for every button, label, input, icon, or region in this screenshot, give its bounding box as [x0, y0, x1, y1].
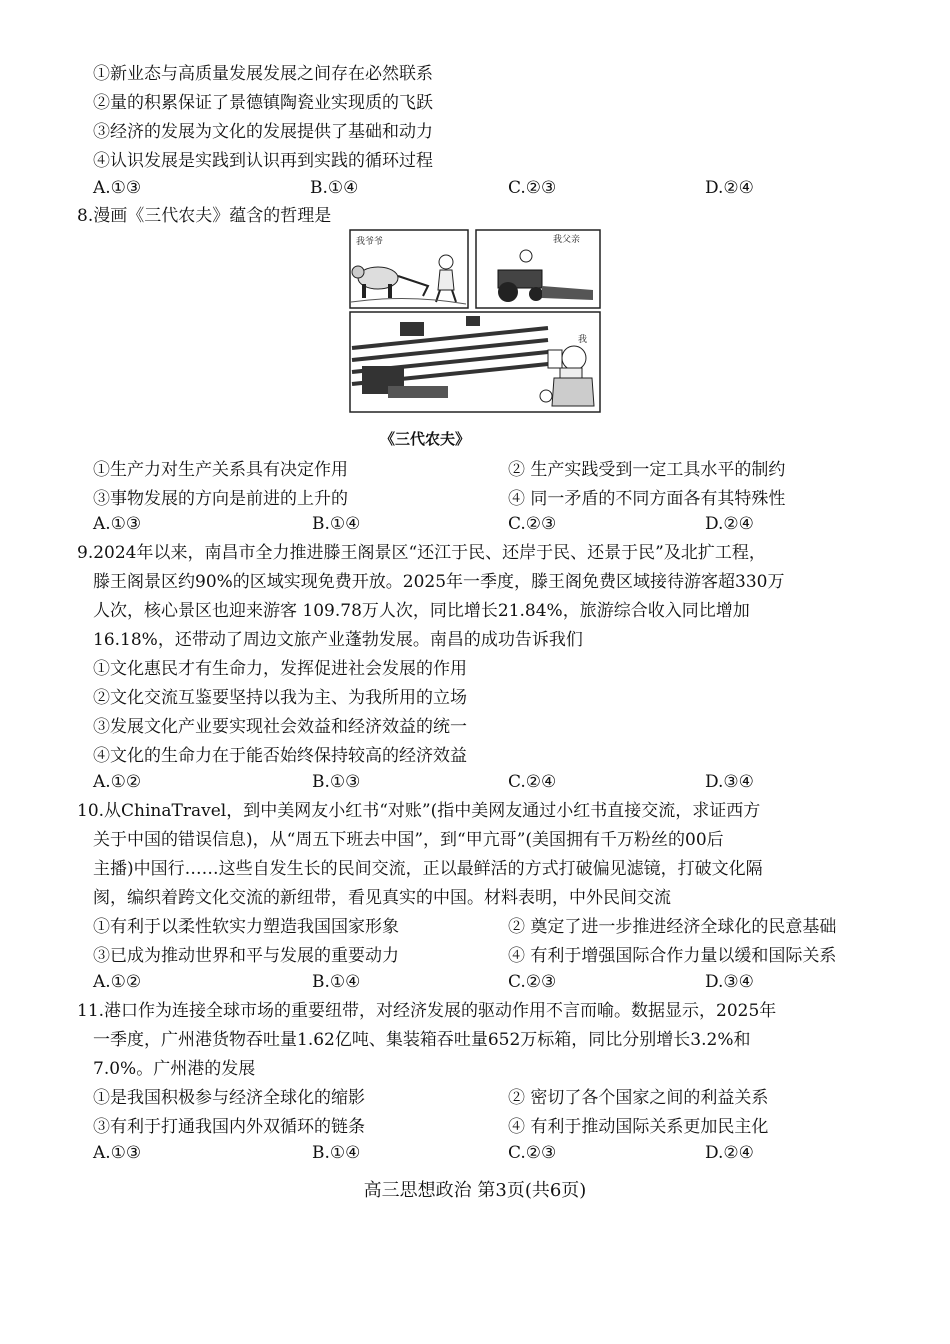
q9-statement-2: ②文化交流互鉴要坚持以我为主、为我所用的立场 — [93, 688, 467, 708]
q7-option-c: C.②③ — [508, 178, 557, 198]
q8-stem: 8.漫画《三代农夫》蕴含的哲理是 — [77, 206, 332, 226]
q11-line-3: 7.0%。广州港的发展 — [93, 1059, 256, 1079]
q10-statement-2: ② 奠定了进一步推进经济全球化的民意基础 — [508, 917, 837, 937]
q11-option-c: C.②③ — [508, 1143, 557, 1163]
q10-option-c: C.②③ — [508, 972, 557, 992]
three-generations-farmer-cartoon — [348, 228, 602, 414]
q8-statement-1: ①生产力对生产关系具有决定作用 — [93, 460, 348, 480]
q7-statement-1: ①新业态与高质量发展发展之间存在必然联系 — [93, 64, 433, 84]
q10-statement-1: ①有利于以柔性软实力塑造我国国家形象 — [93, 917, 399, 937]
q7-statement-2: ②量的积累保证了景德镇陶瓷业实现质的飞跃 — [93, 93, 433, 113]
q8-statement-3: ③事物发展的方向是前进的上升的 — [93, 489, 348, 509]
q9-line-3: 人次，核心景区也迎来游客 109.78万人次，同比增长21.84%，旅游综合收入同比增加 — [93, 601, 750, 621]
q7-statement-4: ④认识发展是实践到认识再到实践的循环过程 — [93, 151, 433, 171]
q7-option-b: B.①④ — [310, 178, 359, 198]
q11-statement-1: ①是我国积极参与经济全球化的缩影 — [93, 1088, 365, 1108]
q11-line-2: 一季度，广州港货物吞吐量1.62亿吨、集装箱吞吐量652万标箱，同比分别增长3.2%和 — [93, 1030, 751, 1050]
q9-statement-3: ③发展文化产业要实现社会效益和经济效益的统一 — [93, 717, 467, 737]
q11-statement-4: ④ 有利于推动国际关系更加民主化 — [508, 1117, 769, 1137]
q9-line-4: 16.18%，还带动了周边文旅产业蓬勃发展。南昌的成功告诉我们 — [93, 630, 583, 650]
q10-line-2: 关于中国的错误信息)，从“周五下班去中国”，到“甲亢哥”(美国拥有千万粉丝的00后 — [93, 830, 724, 850]
q9-line-1: 9.2024年以来，南昌市全力推进滕王阁景区“还江于民、还岸于民、还景于民”及北扩工程， — [77, 543, 766, 563]
q8-option-c: C.②③ — [508, 514, 557, 534]
q8-option-a: A.①③ — [93, 514, 142, 534]
q9-line-2: 滕王阁景区约90%的区域实现免费开放。2025年一季度，滕王阁免费区域接待游客超330万 — [93, 572, 785, 592]
q8-statement-4: ④ 同一矛盾的不同方面各有其特殊性 — [508, 489, 786, 509]
q9-option-d: D.③④ — [705, 772, 754, 792]
q11-option-b: B.①④ — [312, 1143, 361, 1163]
q10-line-4: 阂，编织着跨文化交流的新纽带，看见真实的中国。材料表明，中外民间交流 — [93, 888, 671, 908]
q10-option-b: B.①④ — [312, 972, 361, 992]
q11-statement-3: ③有利于打通我国内外双循环的链条 — [93, 1117, 365, 1137]
label-grandpa: 我爷爷 — [356, 237, 384, 247]
q8-option-b: B.①④ — [312, 514, 361, 534]
q10-statement-3: ③已成为推动世界和平与发展的重要动力 — [93, 946, 399, 966]
q9-option-c: C.②④ — [508, 772, 557, 792]
q7-option-d: D.②④ — [705, 178, 754, 198]
q11-option-d: D.②④ — [705, 1143, 754, 1163]
page-footer: 高三思想政治 第3页(共6页) — [363, 1180, 587, 1201]
q10-statement-4: ④ 有利于增强国际合作力量以缓和国际关系 — [508, 946, 837, 966]
q11-option-a: A.①③ — [93, 1143, 142, 1163]
cartoon-caption: 《三代农夫》 — [380, 430, 471, 448]
q7-option-a: A.①③ — [93, 178, 142, 198]
q10-option-a: A.①② — [93, 972, 142, 992]
q10-option-d: D.③④ — [705, 972, 754, 992]
q9-option-a: A.①② — [93, 772, 142, 792]
q10-line-3: 主播)中国行……这些自发生长的民间交流，正以最鲜活的方式打破偏见滤镜，打破文化隔 — [93, 859, 763, 879]
q11-statement-2: ② 密切了各个国家之间的利益关系 — [508, 1088, 769, 1108]
q9-statement-4: ④文化的生命力在于能否始终保持较高的经济效益 — [93, 746, 467, 766]
q9-option-b: B.①③ — [312, 772, 361, 792]
q8-statement-2: ② 生产实践受到一定工具水平的制约 — [508, 460, 786, 480]
q7-statement-3: ③经济的发展为文化的发展提供了基础和动力 — [93, 122, 433, 142]
q10-line-1: 10.从ChinaTravel，到中美网友小红书“对账”(指中美网友通过小红书直接交流，求证西方 — [77, 801, 761, 821]
q9-statement-1: ①文化惠民才有生命力，发挥促进社会发展的作用 — [93, 659, 467, 679]
q8-option-d: D.②④ — [705, 514, 754, 534]
q11-line-1: 11.港口作为连接全球市场的重要纽带，对经济发展的驱动作用不言而喻。数据显示，2025年 — [77, 1001, 777, 1021]
label-father: 我父亲 — [553, 235, 581, 245]
label-me: 我 — [578, 335, 588, 345]
